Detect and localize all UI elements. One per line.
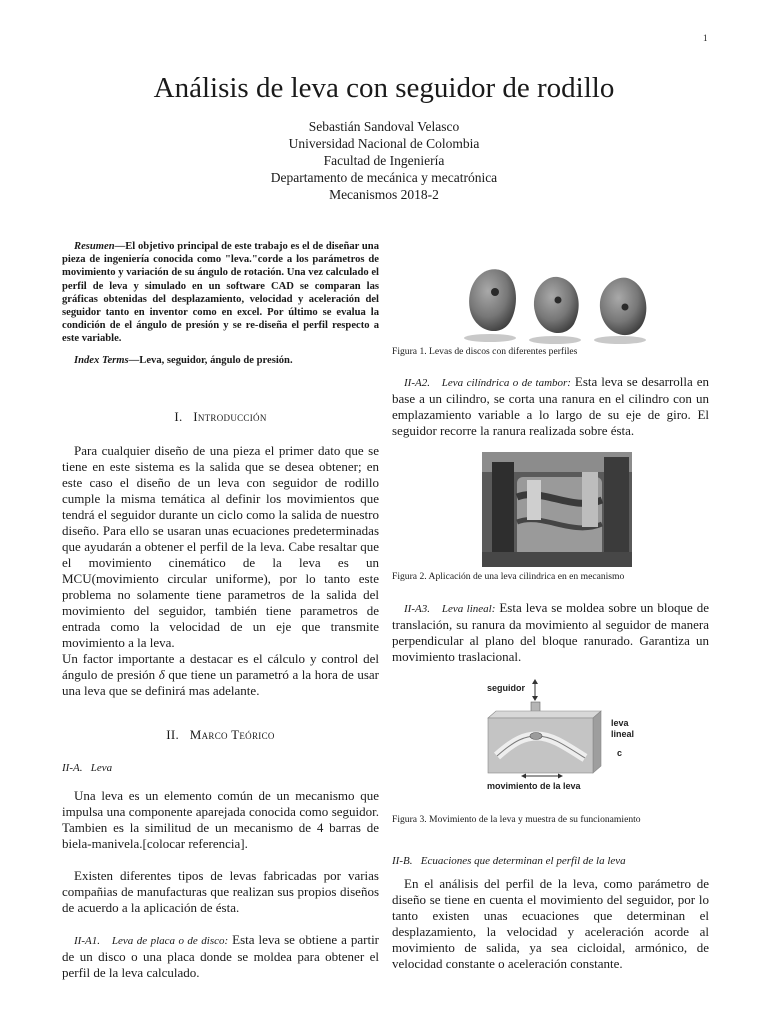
label-c: c <box>617 748 623 758</box>
subsection-label: II-B. <box>392 855 413 867</box>
block-side-face <box>593 711 601 773</box>
arrowhead <box>521 774 526 779</box>
author-block <box>0 118 768 203</box>
author-course: Mecanismos 2018-2 <box>329 187 439 202</box>
follower-roller <box>530 733 542 740</box>
author-name: Sebastián Sandoval Velasco <box>308 119 460 134</box>
cam-hole <box>555 297 562 304</box>
section-numeral: II. <box>166 726 180 742</box>
marco-paragraph-1: Una leva es un elemento común de un mecanismo que impulsa una componente aparejada conocida como seguidor. Tambien es la similitud de un mecanismo de 4 barras de biela-manivela.[colocar referencia]. <box>62 787 379 851</box>
section-heading-intro <box>62 409 379 425</box>
index-terms <box>62 354 379 367</box>
paper-title: Análisis de leva con seguidor de rodillo <box>153 72 615 104</box>
section-numeral: I. <box>174 408 183 424</box>
abstract-text: —El objetivo principal de este trabajo es el de diseñar una pieza de ingeniería conocida como "leva."corde a los parámetros de movimiento y variación de su ángulo de rotación. Una vez calculado el perfil de leva y simulado en un software CAD se comparan las gráficas obtenidas del desplazamiento, velocidad y aceleración del seguidor tanto en inventor como en excel. Por último se evalua la condición de el ángulo de presión y se re-diseña el perfil respecto a este variable. <box>62 241 379 345</box>
section-title: Introducción <box>193 408 267 424</box>
label-leva: leva <box>611 718 629 728</box>
ecuaciones-paragraph: En el análisis del perfil de la leva, como parámetro de diseño se tiene en cuenta el movimiento del seguidor, por lo tanto existen unas ecuaciones que determinan el desplazamiento, la velocidad y aceleración acorde al movimiento de salida, ya sea cicloidal, armónico, de velocidad constante o aceleración constante. <box>392 876 709 971</box>
run-in-label: II-A2. <box>404 377 430 389</box>
subsection-title: Ecuaciones que determinan el perfil de la leva <box>420 855 626 867</box>
label-seguidor: seguidor <box>487 683 526 693</box>
cam-hole <box>622 304 629 311</box>
leva-lineal-paragraph <box>392 600 709 665</box>
subsection-heading-ecuaciones <box>392 855 722 867</box>
left-column <box>62 240 379 981</box>
follower-block <box>582 472 598 527</box>
marco-paragraph-2: Existen diferentes tipos de levas fabricadas por varias compañias de manufacturas que realizan sus propios diseños de acuerdo a la aplicación de ésta. <box>62 867 379 915</box>
arrowhead <box>532 679 538 684</box>
figure-3-caption: Figura 3. Movimiento de la leva y muestra de su funcionamiento <box>392 814 641 825</box>
run-in-text: Esta leva se obtiene a partir de un disco o una placa donde se moldea para obtener el perfil de la leva calculado. <box>62 931 380 980</box>
arrowhead <box>532 696 538 701</box>
figure-1-disc-cams <box>460 250 655 345</box>
author-university: Universidad Nacional de Colombia <box>288 136 480 151</box>
run-in-text: Esta leva se moldea sobre un bloque de translación, su ranura da movimiento al seguidor de manera perpendicular al plano del bloque ranurado. Garantiza un movimiento traslacional. <box>392 600 709 664</box>
cam-shadow <box>529 336 581 344</box>
intro-paragraph-1: Para cualquier diseño de una pieza el primer dato que se tiene en este sistema es la salida que se desea obtener; en este caso el diseño de un leva con seguidor de rodillo cumple la misma temática al definir los movimientos que tendrá el seguidor durante un ciclo como la salida de nuestro diseño. Para ello se usaran unas ecuaciones predeterminadas que ayudarán a obtener el perfil de la leva. Cabe resaltar que el movimiento cinemático de la leva es un MCU(movimiento circular uniforme), por lo tanto este problema no solamente tiene parametros de la salida del movimiento del seguidor, también tiene parametros de entrada como la velocidad de un eje que transmite movimiento a la leva. <box>62 442 379 650</box>
subsection-heading-leva <box>62 762 379 774</box>
abstract <box>62 240 379 346</box>
figure-1-caption: Figura 1. Levas de discos con diferentes perfiles <box>392 346 578 357</box>
leva-cilindrica-paragraph <box>392 374 709 439</box>
run-in-title: Leva de placa o de disco: <box>111 934 229 947</box>
photo-shaft <box>492 462 514 557</box>
run-in-label: II-A1. <box>74 934 100 947</box>
leva-placa-paragraph <box>62 932 379 981</box>
section-title: Marco Teórico <box>189 726 275 742</box>
abstract-lead: Resumen <box>74 241 115 252</box>
figure-3-linear-cam <box>485 678 640 793</box>
run-in-text: Esta leva se desarrolla en base a un cilindro, se corta una ranura en el cilindro con un emplazamiento variable a lo largo de su eje de giro. El seguidor recorre la ranura realizada sobre ésta. <box>392 374 710 438</box>
delta-symbol: δ <box>158 666 165 682</box>
index-terms-lead: Index Terms <box>74 354 129 366</box>
cam-hole <box>491 288 499 296</box>
subsection-label: II-A. <box>62 761 83 774</box>
figure-2-cylindrical-cam <box>482 452 632 567</box>
run-in-title: Leva lineal: <box>441 603 496 615</box>
author-department: Departamento de mecánica y mecatrónica <box>270 170 498 185</box>
intro-paragraph-2 <box>62 651 379 699</box>
figure-2-caption: Figura 2. Aplicación de una leva cilindrica en en mecanismo <box>392 571 625 582</box>
intro-p2-part-b: que tiene un parametró a la hora de usar una leva que se definirá mas adelante. <box>62 666 379 698</box>
photo-frame <box>604 457 629 562</box>
section-heading-marco <box>62 727 379 743</box>
arrowhead <box>558 774 563 779</box>
cam-disc-1 <box>469 269 516 331</box>
cam-shadow <box>464 334 516 342</box>
block-top-face <box>488 711 601 718</box>
cam-shadow <box>594 336 646 344</box>
subsection-title: Leva <box>90 761 113 774</box>
run-in-label: II-A3. <box>404 603 430 615</box>
label-lineal: lineal <box>611 729 635 739</box>
run-in-title: Leva cilíndrica o de tambor: <box>441 377 571 389</box>
label-movimiento: movimiento de la leva <box>487 781 581 791</box>
intro-p2-part-a: Un factor importante a destacar es el cálculo y control del ángulo de presión <box>62 650 379 682</box>
author-faculty: Facultad de Ingeniería <box>323 153 445 168</box>
follower-block <box>527 480 541 520</box>
index-terms-text: —Leva, seguidor, ángulo de presión. <box>128 354 293 366</box>
cam-disc-2 <box>534 277 579 333</box>
photo-base <box>482 552 632 567</box>
page-number: 1 <box>703 33 708 43</box>
